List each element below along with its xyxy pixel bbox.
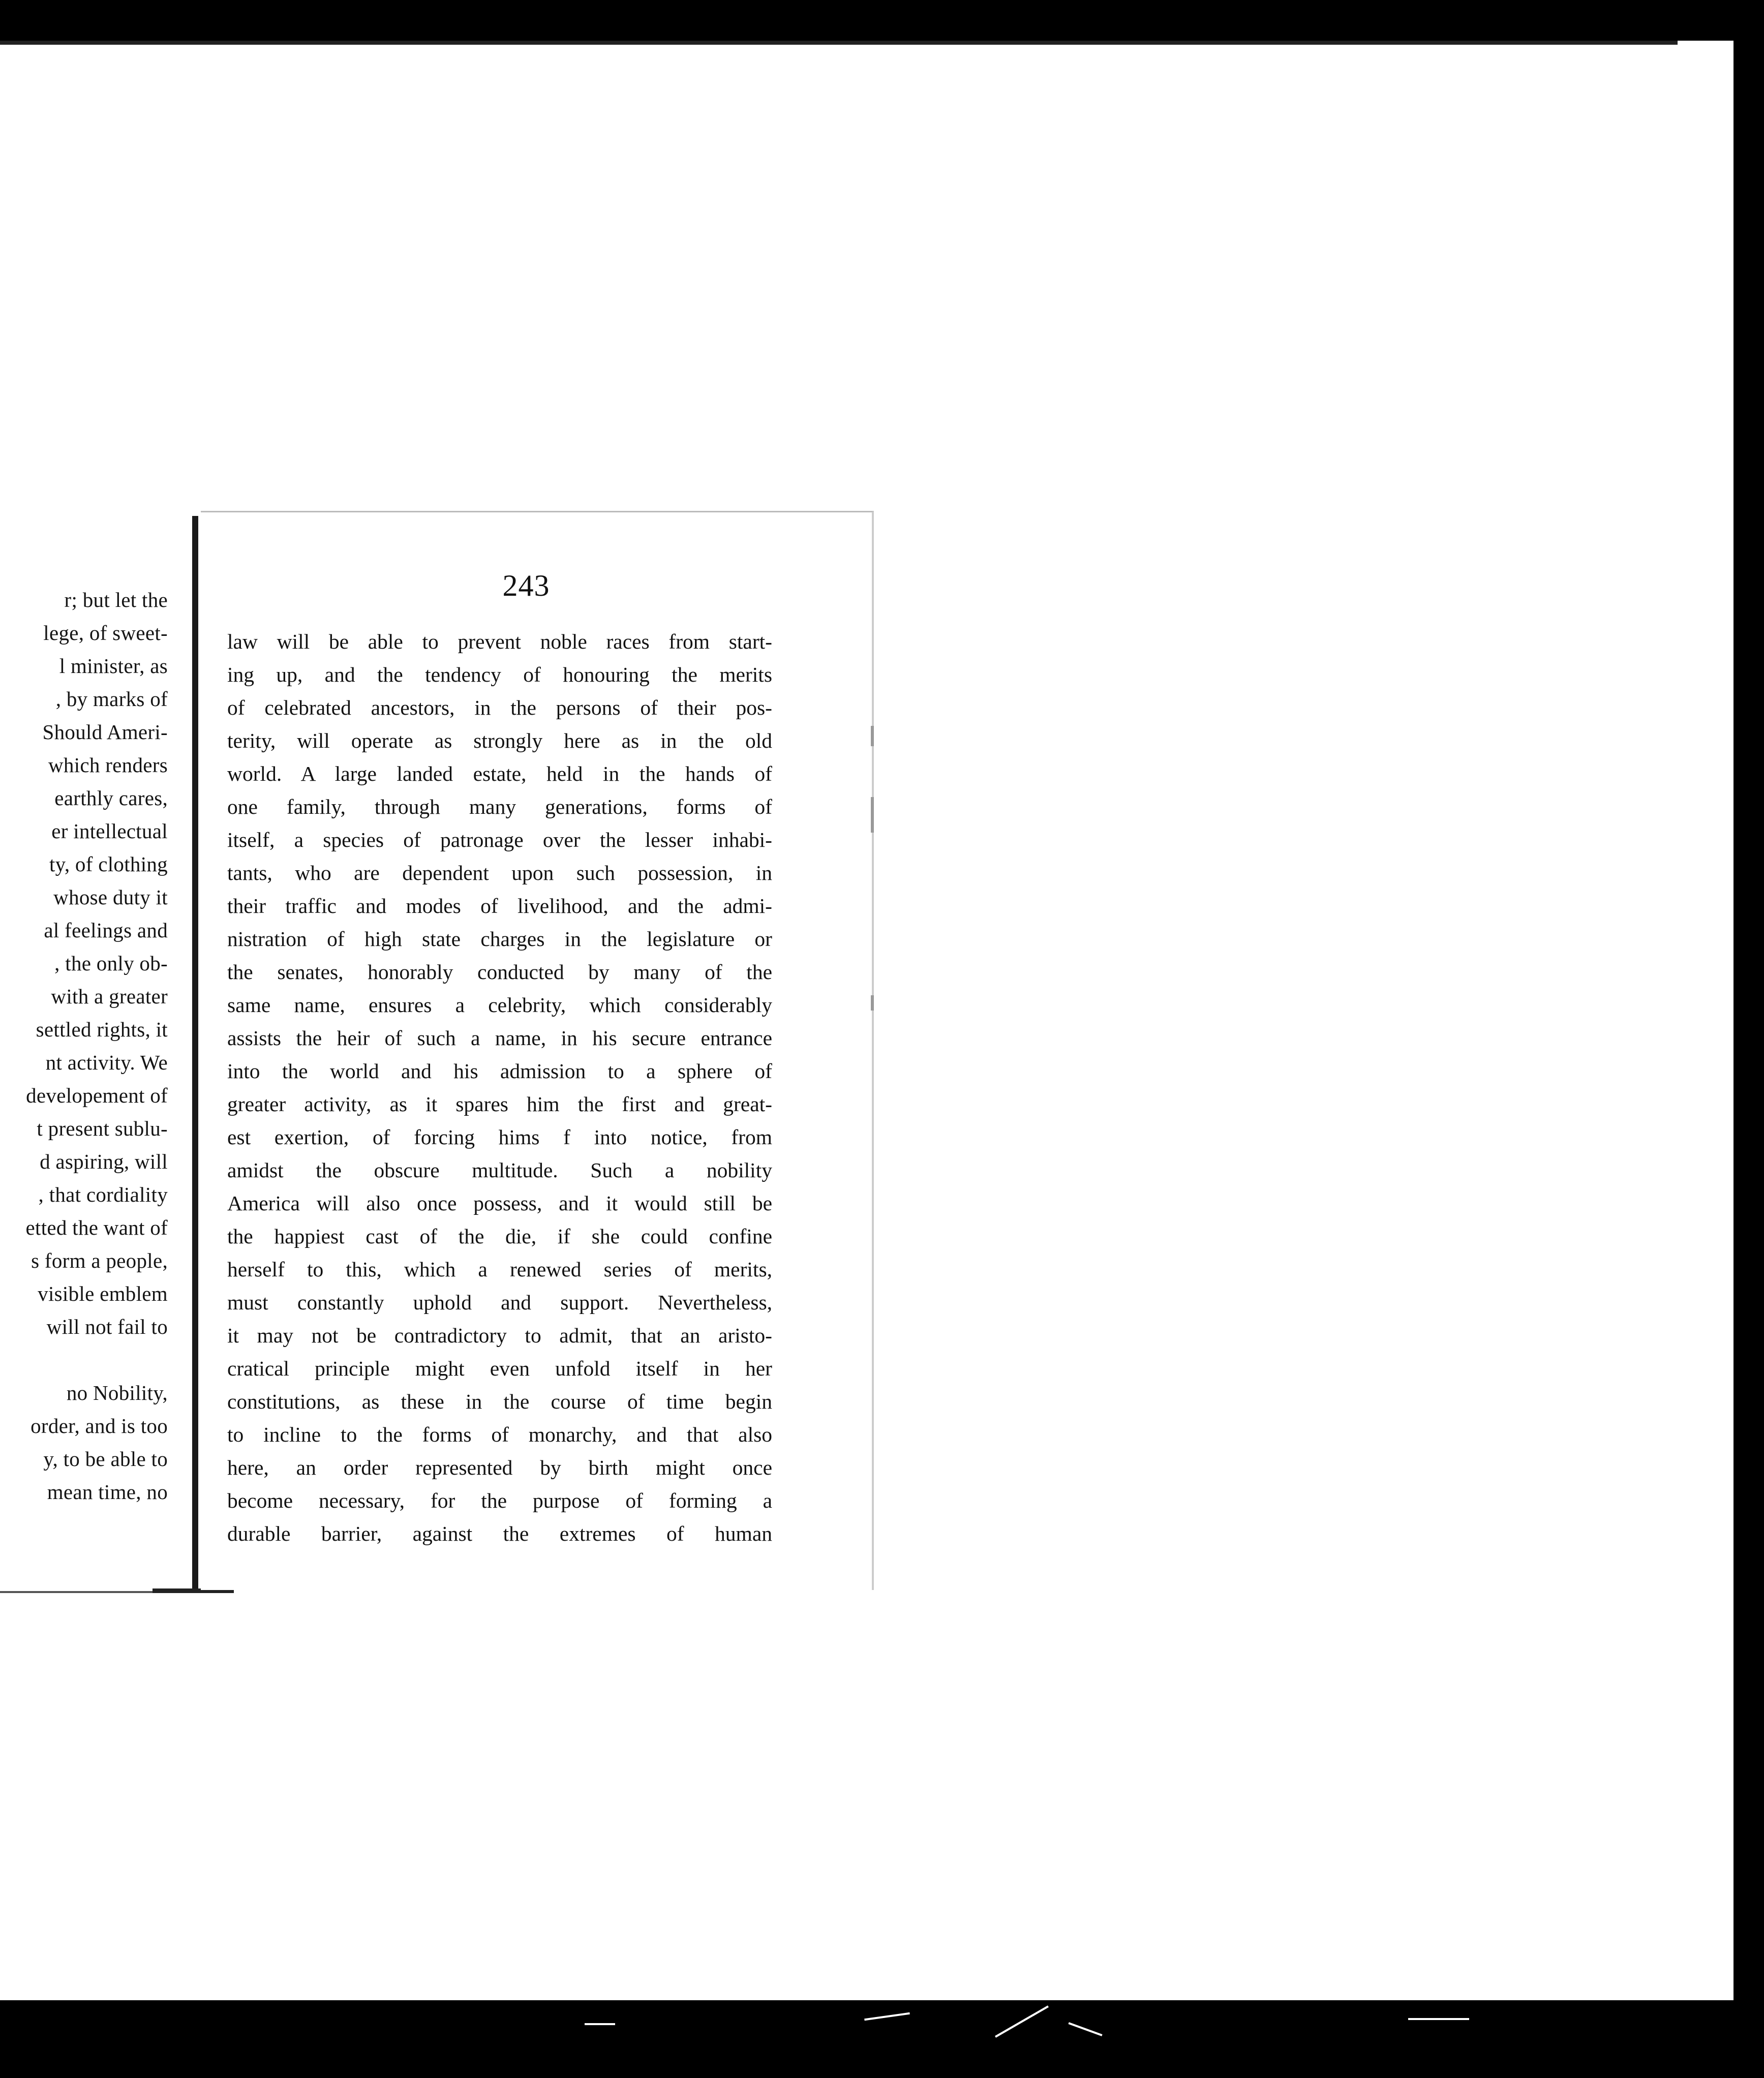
page-number: 243 (502, 569, 550, 602)
text-line: terity, will operate as strongly here as in the old (227, 729, 772, 752)
facing-page-line: r; but let the (64, 588, 168, 612)
text-line: itself, a species of patronage over the lesser inhabi- (227, 828, 772, 851)
scan-top-border (0, 0, 1764, 41)
facing-page-line: , by marks of (55, 687, 168, 711)
facing-page-line: nt activity. We (45, 1051, 168, 1074)
facing-page-line: etted the want of (25, 1216, 168, 1239)
book-page (201, 511, 874, 1590)
text-line: here, an order represented by birth might once (227, 1456, 772, 1479)
facing-page-line: with a greater (51, 985, 168, 1008)
facing-page-line: will not fail to (46, 1315, 168, 1338)
facing-page-line: no Nobility, (66, 1381, 168, 1404)
scan-top-shadow (0, 41, 1678, 45)
text-line: law will be able to prevent noble races from start- (227, 630, 772, 653)
facing-page-line: mean time, no (47, 1480, 168, 1504)
scan-right-border (1733, 0, 1764, 2078)
facing-page-line: ty, of clothing (49, 852, 168, 876)
facing-page-bottom-edge (0, 1591, 153, 1593)
text-line: tants, who are dependent upon such possession, in (227, 861, 772, 884)
text-line: the happiest cast of the die, if she could confine (227, 1225, 772, 1248)
facing-page-line: er intellectual (51, 819, 168, 843)
text-line: ing up, and the tendency of honouring the merits (227, 663, 772, 686)
facing-page-line: visible emblem (38, 1282, 168, 1305)
facing-page-line: , the only ob- (54, 952, 168, 975)
facing-page-line: y, to be able to (43, 1447, 168, 1471)
facing-page-line: , that cordiality (38, 1183, 168, 1206)
text-line: nistration of high state charges in the legislature or (227, 927, 772, 951)
scan-speck (871, 797, 874, 833)
scan-scratch (1068, 2022, 1102, 2036)
scan-scratch (864, 2012, 910, 2021)
facing-page-line: Should Ameri- (42, 720, 168, 744)
text-line: assists the heir of such a name, in his secure entrance (227, 1026, 772, 1050)
facing-page-line: settled rights, it (36, 1018, 168, 1041)
text-line: same name, ensures a celebrity, which considerably (227, 993, 772, 1017)
facing-page-line: lege, of sweet- (43, 621, 168, 645)
facing-page-line: earthly cares, (54, 786, 168, 810)
text-line: must constantly uphold and support. Nevertheless, (227, 1291, 772, 1314)
text-line: America will also once possess, and it would still be (227, 1191, 772, 1215)
text-line: herself to this, which a renewed series of merits, (227, 1258, 772, 1281)
scan-scratch (995, 2005, 1049, 2037)
scan-speck (871, 995, 874, 1011)
text-line: of celebrated ancestors, in the persons of their pos- (227, 696, 772, 719)
facing-page-line: t present sublu- (37, 1117, 168, 1140)
facing-page-line: al feelings and (44, 919, 168, 942)
facing-page-line: order, and is too (31, 1414, 168, 1438)
text-line: their traffic and modes of livelihood, and the admi- (227, 894, 772, 918)
text-line: est exertion, of forcing hims f into notice, from (227, 1125, 772, 1149)
text-line: cratical principle might even unfold itself in her (227, 1357, 772, 1380)
text-line: amidst the obscure multitude. Such a nobility (227, 1158, 772, 1182)
scan-scratch (1408, 2018, 1469, 2020)
facing-page (0, 585, 168, 1581)
facing-page-line: developement of (26, 1084, 168, 1107)
page-body-text (227, 625, 772, 1550)
facing-page-line: which renders (48, 753, 168, 777)
facing-page-line: d aspiring, will (40, 1150, 168, 1173)
book-gutter (192, 516, 198, 1588)
text-line: durable barrier, against the extremes of human (227, 1522, 772, 1545)
text-line: one family, through many generations, forms of (227, 795, 772, 818)
facing-page-line: l minister, as (59, 654, 168, 678)
text-line: the senates, honorably conducted by many of the (227, 960, 772, 984)
facing-page-line: s form a people, (31, 1249, 168, 1272)
text-line: constitutions, as these in the course of time begin (227, 1390, 772, 1413)
text-line: world. A large landed estate, held in the hands of (227, 762, 772, 785)
text-line: it may not be contradictory to admit, that an aristo- (227, 1324, 772, 1347)
scan-bottom-border (0, 2000, 1764, 2078)
scan-scratch (585, 2023, 615, 2025)
scan-speck (871, 726, 874, 746)
text-line: into the world and his admission to a sphere of (227, 1059, 772, 1083)
facing-page-line: whose duty it (53, 885, 168, 909)
text-line: become necessary, for the purpose of forming a (227, 1489, 772, 1512)
text-line: greater activity, as it spares him the first and great- (227, 1092, 772, 1116)
text-line: to incline to the forms of monarchy, and that also (227, 1423, 772, 1446)
